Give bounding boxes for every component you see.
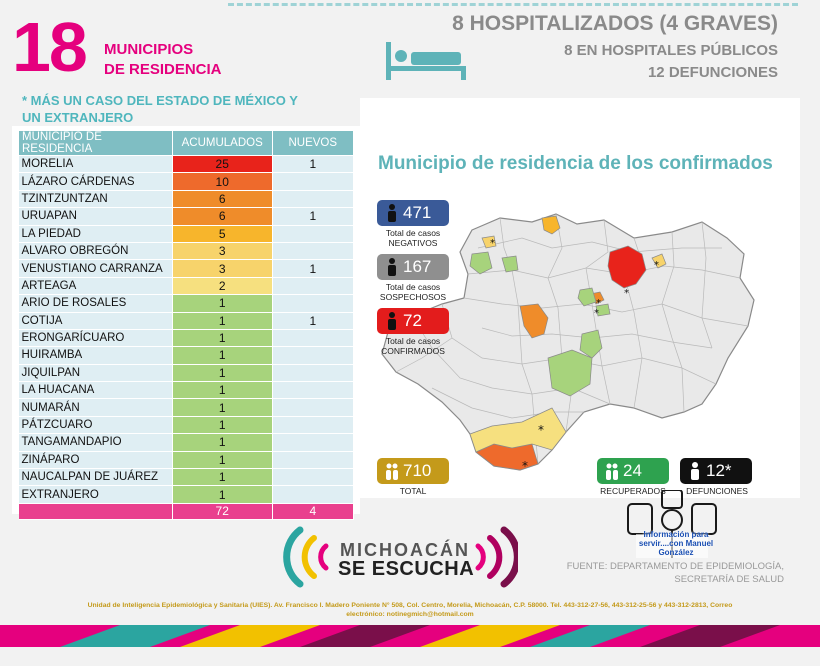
table-row [19, 312, 354, 329]
acumulados-cell: 1 [172, 451, 272, 468]
confirmados-caption [372, 336, 454, 356]
municipio-name: LA PIEDAD [19, 225, 173, 242]
svg-text:*: * [594, 308, 599, 319]
acumulados-cell: 5 [172, 225, 272, 242]
municipios-label-line1: MUNICIPIOS [104, 41, 194, 58]
table-row [19, 451, 354, 468]
municipio-name: ZINÁPARO [19, 451, 173, 468]
acumulados-cell: 1 [172, 364, 272, 381]
table-row [19, 486, 354, 503]
svg-text:*: * [538, 423, 544, 437]
map-title: Municipio de residencia de los confirmados [378, 153, 773, 174]
municipio-name: TZINTZUNTZAN [19, 190, 173, 207]
acumulados-cell: 3 [172, 242, 272, 259]
confirmados-caption-line2: CONFIRMADOS [381, 346, 445, 356]
municipio-name: MORELIA [19, 156, 173, 173]
acumulados-cell: 1 [172, 434, 272, 451]
municipio-name: EXTRANJERO [19, 486, 173, 503]
total-nuevos: 4 [272, 503, 353, 519]
nuevos-cell [272, 486, 353, 503]
total-box [377, 458, 449, 484]
table-total-row [19, 503, 354, 519]
svg-text:*: * [490, 238, 495, 249]
table-row [19, 225, 354, 242]
svg-text:*: * [624, 288, 629, 299]
table-row [19, 329, 354, 346]
nuevos-cell: 1 [272, 156, 353, 173]
source-note [567, 560, 784, 586]
table-row [19, 364, 354, 381]
acumulados-cell: 6 [172, 190, 272, 207]
sospechosos-caption-line1: Total de casos [385, 282, 441, 292]
person-icon [385, 204, 399, 222]
source-line1: FUENTE: DEPARTAMENTO DE EPIDEMIOLOGÍA, [566, 561, 784, 572]
recuperados-value: 24 [623, 461, 642, 480]
table-row [19, 208, 354, 225]
municipio-name: PÁTZCUARO [19, 416, 173, 433]
person-icon [385, 258, 399, 276]
municipio-name: HUIRAMBA [19, 347, 173, 364]
municipio-name: ERONGARÍCUARO [19, 329, 173, 346]
acumulados-cell: 1 [172, 295, 272, 312]
confirmados-caption-line1: Total de casos [385, 336, 441, 346]
nuevos-cell [272, 382, 353, 399]
municipio-name: ARIO DE ROSALES [19, 295, 173, 312]
table-row [19, 469, 354, 486]
total-label-cell [19, 503, 173, 519]
defunciones-value: 12* [706, 461, 732, 480]
recuperados-box [597, 458, 669, 484]
municipio-name: COTIJA [19, 312, 173, 329]
municipio-name: NAUCALPAN DE JUÁREZ [19, 469, 173, 486]
acumulados-cell: 2 [172, 277, 272, 294]
footer-line1: Unidad de Inteligencia Epidemiológica y Sanitaria (UIES). Av. Francisco I. Madero Poniente N° 508, Col. Centro, Morelia, Michoacán, C.P. 58000. Tel. 443-312-27-56, 443-312-25-56 y 443-312-2813, Correo [87, 602, 733, 609]
municipio-name: ALVARO OBREGÓN [19, 242, 173, 259]
nuevos-cell [272, 364, 353, 381]
sospechosos-caption [372, 282, 454, 302]
sospechosos-caption-line2: SOSPECHOSOS [379, 292, 447, 302]
acumulados-cell: 10 [172, 173, 272, 190]
nuevos-cell: 1 [272, 260, 353, 277]
nuevos-cell [272, 295, 353, 312]
person-icon [385, 312, 399, 330]
municipios-label-line2: DE RESIDENCIA [104, 61, 222, 78]
nuevos-cell [272, 173, 353, 190]
nuevos-cell [272, 329, 353, 346]
sospechosos-value: 167 [403, 257, 432, 276]
nuevos-cell [272, 242, 353, 259]
person-icon [688, 462, 702, 480]
footer-contact [16, 601, 804, 619]
table-body [19, 156, 354, 520]
col-municipio: MUNICIPIO DE RESIDENCIA [19, 131, 173, 156]
acumulados-cell: 1 [172, 486, 272, 503]
total-acumulados: 72 [172, 503, 272, 519]
table-row [19, 277, 354, 294]
table-row [19, 156, 354, 173]
acumulados-cell: 1 [172, 416, 272, 433]
sospechosos-box [377, 254, 449, 280]
confirmados-value: 72 [403, 311, 422, 330]
acumulados-cell: 1 [172, 329, 272, 346]
table-row [19, 295, 354, 312]
footer-line2: electrónico: notinegmich@hotmail.com [346, 611, 474, 618]
negativos-value: 471 [403, 203, 432, 222]
nuevos-cell [272, 347, 353, 364]
group-icon [605, 462, 619, 480]
negativos-box [377, 200, 449, 226]
municipios-table [18, 130, 354, 520]
nuevos-cell: 1 [272, 208, 353, 225]
municipio-name: LÁZARO CÁRDENAS [19, 173, 173, 190]
group-icon [385, 462, 399, 480]
svg-text:*: * [522, 459, 528, 473]
nuevos-cell [272, 469, 353, 486]
hospitalizados-text: 8 HOSPITALIZADOS (4 GRAVES) [452, 12, 778, 35]
table-row [19, 434, 354, 451]
table-header-row [19, 131, 354, 156]
col-acumulados: ACUMULADOS [172, 131, 272, 156]
total-value: 710 [403, 461, 432, 480]
watermark-text: Información para servir....con Manuel González [638, 530, 714, 557]
nuevos-cell: 1 [272, 312, 353, 329]
table-row [19, 242, 354, 259]
hospitales-publicos-text: 8 EN HOSPITALES PÚBLICOS [564, 42, 778, 59]
defunciones-caption: DEFUNCIONES [686, 486, 748, 496]
table-row [19, 260, 354, 277]
total-caption: TOTAL [399, 486, 427, 496]
recuperados-caption: RECUPERADOS [600, 486, 666, 496]
municipios-count: 18 [12, 8, 86, 86]
table-row [19, 382, 354, 399]
nuevos-cell [272, 399, 353, 416]
negativos-caption-line2: NEGATIVOS [388, 238, 438, 248]
acumulados-cell: 3 [172, 260, 272, 277]
negativos-caption-line1: Total de casos [385, 228, 441, 238]
svg-text:*: * [654, 260, 659, 271]
nuevos-cell [272, 190, 353, 207]
nuevos-cell [272, 225, 353, 242]
municipio-name: TANGAMANDAPIO [19, 434, 173, 451]
municipio-name: URUAPAN [19, 208, 173, 225]
acumulados-cell: 1 [172, 469, 272, 486]
source-line2: SECRETARÍA DE SALUD [674, 574, 784, 585]
table-row [19, 173, 354, 190]
municipio-name: LA HUACANA [19, 382, 173, 399]
municipios-label [104, 40, 222, 80]
defunciones-text: 12 DEFUNCIONES [647, 64, 778, 81]
negativos-caption [372, 228, 454, 248]
hospital-bed-icon [384, 38, 468, 82]
svg-text:*: * [596, 298, 601, 309]
logo-text-michoacan: MICHOACÁN [340, 540, 470, 560]
nuevos-cell [272, 277, 353, 294]
defunciones-box [680, 458, 752, 484]
municipio-name: VENUSTIANO CARRANZA [19, 260, 173, 277]
table-row [19, 347, 354, 364]
municipio-name: ARTEAGA [19, 277, 173, 294]
table-row [19, 416, 354, 433]
municipio-name: NUMARÁN [19, 399, 173, 416]
acumulados-cell: 1 [172, 382, 272, 399]
table-row [19, 190, 354, 207]
extra-cases-note: * MÁS UN CASO DEL ESTADO DE MÉXICO Y UN EXTRANJERO [22, 93, 298, 125]
logo-text-se-escucha: SE ESCUCHA [338, 558, 475, 580]
acumulados-cell: 1 [172, 399, 272, 416]
top-dashed-line [228, 3, 798, 6]
acumulados-cell: 25 [172, 156, 272, 173]
acumulados-cell: 1 [172, 347, 272, 364]
acumulados-cell: 1 [172, 312, 272, 329]
nuevos-cell [272, 416, 353, 433]
confirmados-box [377, 308, 449, 334]
nuevos-cell [272, 434, 353, 451]
bottom-decorative-bar [0, 625, 820, 647]
acumulados-cell: 6 [172, 208, 272, 225]
municipio-name: JIQUILPAN [19, 364, 173, 381]
nuevos-cell [272, 451, 353, 468]
col-nuevos: NUEVOS [272, 131, 353, 156]
table-row [19, 399, 354, 416]
